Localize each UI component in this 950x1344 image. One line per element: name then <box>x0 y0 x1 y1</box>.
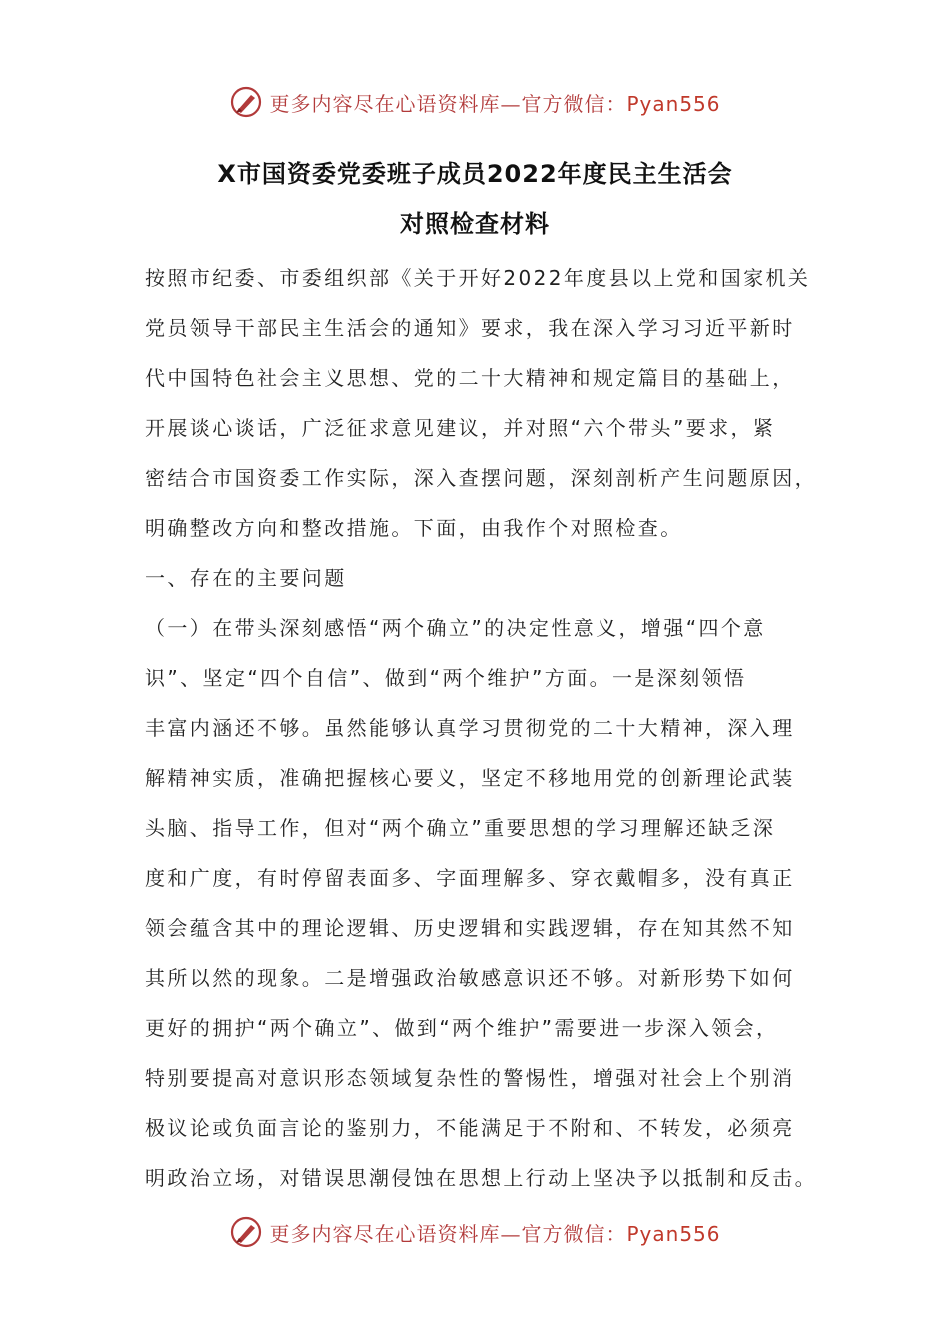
body-line: 开展谈心谈话，广泛征求意见建议，并对照“六个带头”要求，紧 <box>145 416 776 440</box>
pen-logo-icon <box>229 85 263 119</box>
body-line: 丰富内涵还不够。虽然能够认真学习贯彻党的二十大精神，深入理 <box>145 716 795 740</box>
watermark-label: 更多内容尽在心语资料库—官方微信： <box>269 91 627 116</box>
watermark-wechat-id: Pyan556 <box>626 91 721 116</box>
body-line: 代中国特色社会主义思想、党的二十大精神和规定篇目的基础上， <box>145 366 795 390</box>
header-watermark <box>0 82 950 122</box>
pen-logo-icon <box>229 1215 263 1249</box>
body-line: 极议论或负面言论的鉴别力，不能满足于不附和、不转发，必须亮 <box>145 1116 795 1140</box>
body-line: 特别要提高对意识形态领域复杂性的警惕性，增强对社会上个别消 <box>145 1066 795 1090</box>
body-line: 明确整改方向和整改措施。下面，由我作个对照检查。 <box>145 516 683 540</box>
body-line: 头脑、指导工作，但对“两个确立”重要思想的学习理解还缺乏深 <box>145 816 776 840</box>
document-body <box>145 253 825 1203</box>
body-line: 解精神实质，准确把握核心要义，坚定不移地用党的创新理论武装 <box>145 766 795 790</box>
watermark-text <box>269 1218 720 1247</box>
document-subtitle: 对照检查材料 <box>400 210 550 238</box>
body-line: （一）在带头深刻感悟“两个确立”的决定性意义，增强“四个意 <box>145 616 766 640</box>
watermark-wechat-id: Pyan556 <box>626 1221 721 1246</box>
document-title: X市国资委党委班子成员2022年度民主生活会 <box>217 160 733 188</box>
body-line: 领会蕴含其中的理论逻辑、历史逻辑和实践逻辑，存在知其然不知 <box>145 916 795 940</box>
body-line: 党员领导干部民主生活会的通知》要求，我在深入学习习近平新时 <box>145 316 795 340</box>
body-line: 更好的拥护“两个确立”、做到“两个维护”需要进一步深入领会， <box>145 1016 779 1040</box>
body-line: 度和广度，有时停留表面多、字面理解多、穿衣戴帽多，没有真正 <box>145 866 795 890</box>
body-line: 按照市纪委、市委组织部《关于开好2022年度县以上党和国家机关 <box>145 266 811 290</box>
body-line: 密结合市国资委工作实际，深入查摆问题，深刻剖析产生问题原因， <box>145 466 817 490</box>
section-heading: 一、存在的主要问题 <box>145 566 347 590</box>
footer-watermark <box>0 1212 950 1252</box>
body-line: 识”、坚定“四个自信”、做到“两个维护”方面。一是深刻领悟 <box>145 666 747 690</box>
watermark-label: 更多内容尽在心语资料库—官方微信： <box>269 1221 627 1246</box>
body-line: 其所以然的现象。二是增强政治敏感意识还不够。对新形势下如何 <box>145 966 795 990</box>
body-line: 明政治立场，对错误思潮侵蚀在思想上行动上坚决予以抵制和反击。 <box>145 1166 817 1190</box>
watermark-text <box>269 88 720 117</box>
